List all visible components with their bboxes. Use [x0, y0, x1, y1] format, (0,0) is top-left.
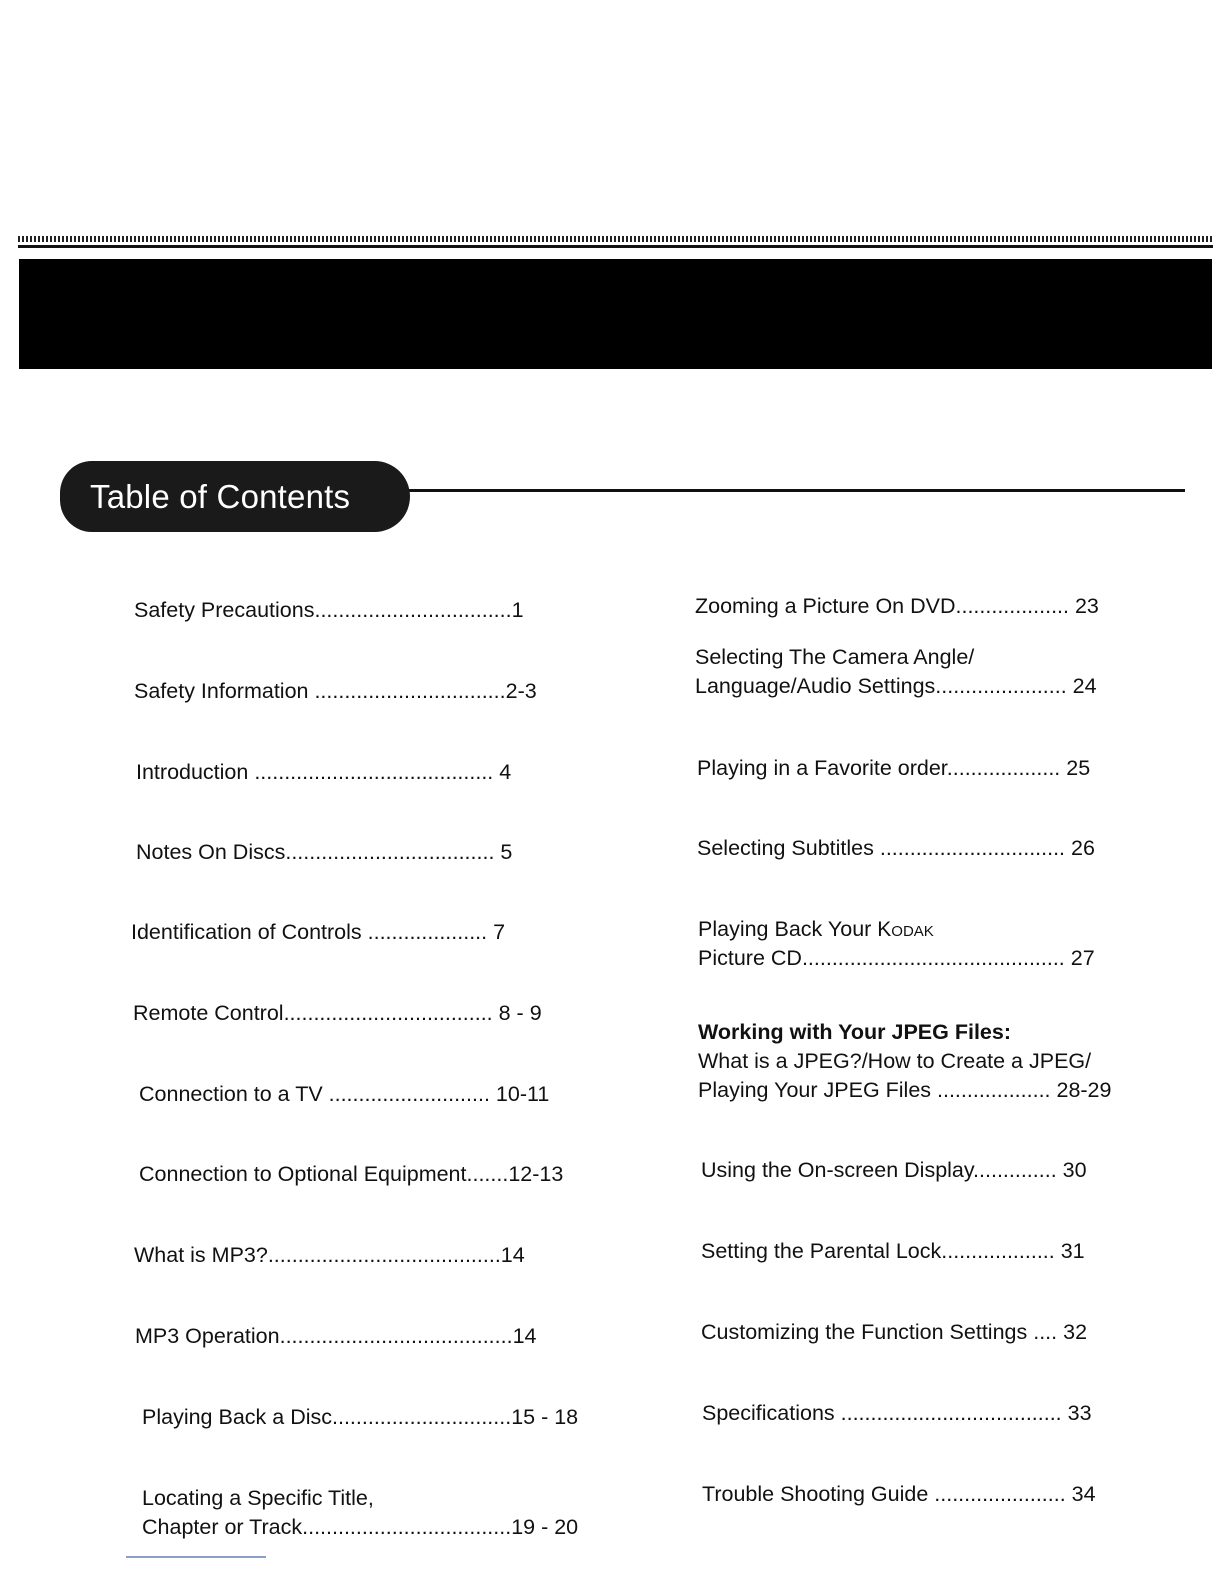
toc-header-line [380, 489, 1185, 492]
toc-entry[interactable]: Playing in a Favorite order................... 25 [697, 756, 1091, 780]
toc-entry[interactable]: Notes On Discs................................... 5 [136, 840, 513, 864]
toc-entry[interactable]: Remote Control................................... 8 - 9 [133, 1001, 542, 1025]
top-dotted-rule [18, 236, 1213, 242]
header-banner [19, 259, 1212, 369]
toc-entry[interactable]: Selecting Subtitles ............................... 26 [697, 836, 1095, 860]
toc-entry[interactable]: Trouble Shooting Guide ...................... 34 [702, 1482, 1096, 1506]
toc-entry[interactable]: Playing Back a Disc..............................15 - 18 [142, 1405, 579, 1429]
toc-entry[interactable]: Specifications ..................................... 33 [702, 1401, 1092, 1425]
toc-entry[interactable]: Identification of Controls .................... 7 [131, 920, 506, 944]
toc-entry[interactable]: Introduction ........................................ 4 [136, 760, 512, 784]
toc-entry[interactable]: What is MP3?.......................................14 [134, 1243, 525, 1267]
page-title: Table of Contents [60, 461, 410, 532]
toc-entry[interactable]: MP3 Operation.......................................14 [135, 1324, 537, 1348]
top-rule [18, 245, 1213, 248]
toc-entry[interactable]: Safety Precautions.................................1 [134, 598, 524, 622]
toc-entry[interactable]: Working with Your JPEG Files: What is a JPEG?/How to Create a JPEG/ Playing Your JPEG Files ................... 28-29 [698, 1020, 1112, 1102]
toc-entry[interactable]: Connection to a TV ........................... 10-11 [139, 1082, 550, 1106]
toc-entry[interactable]: Customizing the Function Settings .... 32 [701, 1320, 1088, 1344]
toc-entry[interactable]: Setting the Parental Lock................... 31 [701, 1239, 1085, 1263]
toc-entry[interactable]: Using the On-screen Display.............. 30 [701, 1158, 1087, 1182]
toc-entry[interactable]: Selecting The Camera Angle/ Language/Audio Settings...................... 24 [695, 645, 1097, 698]
section-heading: Working with Your JPEG Files: [698, 1020, 1011, 1044]
toc-entry[interactable]: Locating a Specific Title, Chapter or Track...................................19 - 20 [142, 1486, 579, 1539]
link-underline [126, 1556, 266, 1558]
kodak-brand: Kodak [877, 918, 934, 941]
toc-entry[interactable]: Connection to Optional Equipment.......12-13 [139, 1162, 564, 1186]
toc-entry[interactable]: Playing Back Your Kodak Picture CD............................................ 27 [698, 917, 1095, 970]
toc-entry[interactable]: Zooming a Picture On DVD................... 23 [695, 594, 1099, 618]
toc-entry[interactable]: Safety Information ................................2-3 [134, 679, 537, 703]
